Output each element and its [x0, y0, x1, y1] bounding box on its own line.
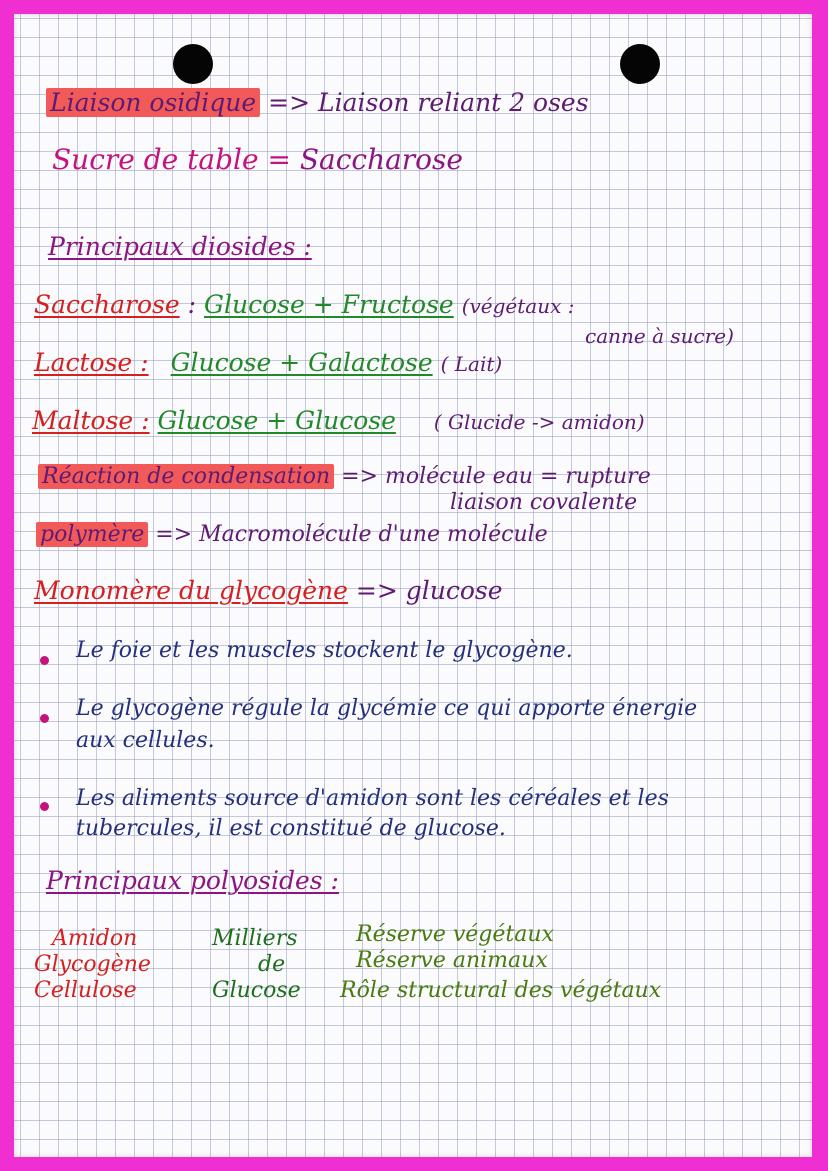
polyoside-name-cellulose: Cellulose — [34, 978, 137, 1003]
bullet-dot — [40, 802, 49, 811]
row-maltose: Maltose : Glucose + Glucose ( Glucide -> amidon) — [32, 406, 645, 435]
heading-diosides: Principaux diosides : — [48, 232, 312, 261]
bullet-dot — [40, 656, 49, 665]
bullet-amidon-aliments: Les aliments source d'amidon sont les céréales et les — [76, 786, 669, 811]
row-lactose: Lactose : Glucose + Galactose ( Lait) — [34, 348, 503, 377]
definition-condensation: Réaction de condensation => molécule eau = rupture — [38, 464, 651, 489]
heading-polyosides: Principaux polyosides : — [46, 866, 339, 895]
polyoside-name-glycogene: Glycogène — [34, 952, 151, 977]
definition-condensation-cont: liaison covalente — [450, 490, 638, 515]
punch-hole — [173, 44, 213, 84]
bullet-glycogene-stockage: Le foie et les muscles stockent le glycogène. — [76, 638, 573, 663]
definition-liaison-osidique: Liaison osidique => Liaison reliant 2 oses — [46, 88, 589, 117]
polyoside-role-structural: Rôle structural des végétaux — [340, 978, 662, 1003]
note-canne-a-sucre: canne à sucre) — [585, 324, 734, 348]
polyoside-middle-de: de — [258, 952, 286, 977]
bullet-glycogene-glycemie: Le glycogène régule la glycémie ce qui apporte énergie — [76, 696, 698, 721]
polyoside-name-amidon: Amidon — [52, 926, 138, 951]
polyoside-role-reserve-animaux: Réserve animaux — [356, 948, 548, 973]
bullet-dot — [40, 714, 49, 723]
definition-sucre-de-table: Sucre de table = Saccharose — [52, 143, 463, 176]
bullet-glycogene-glycemie-cont: aux cellules. — [76, 728, 215, 753]
bullet-amidon-aliments-cont: tubercules, il est constitué de glucose. — [76, 816, 506, 841]
polyoside-middle-milliers: Milliers — [212, 926, 298, 951]
term-condensation: Réaction de condensation — [38, 464, 334, 489]
polyoside-middle-glucose: Glucose — [212, 978, 301, 1003]
term-liaison-osidique: Liaison osidique — [46, 88, 260, 117]
definition-polymere: polymère => Macromolécule d'une molécule — [36, 522, 548, 547]
punch-hole — [620, 44, 660, 84]
row-saccharose: Saccharose : Glucose + Fructose (végétaux : — [34, 290, 575, 319]
definition-monomere: Monomère du glycogène => glucose — [34, 576, 503, 605]
polyoside-role-reserve-vegetaux: Réserve végétaux — [356, 922, 554, 947]
term-polymere: polymère — [36, 522, 148, 547]
